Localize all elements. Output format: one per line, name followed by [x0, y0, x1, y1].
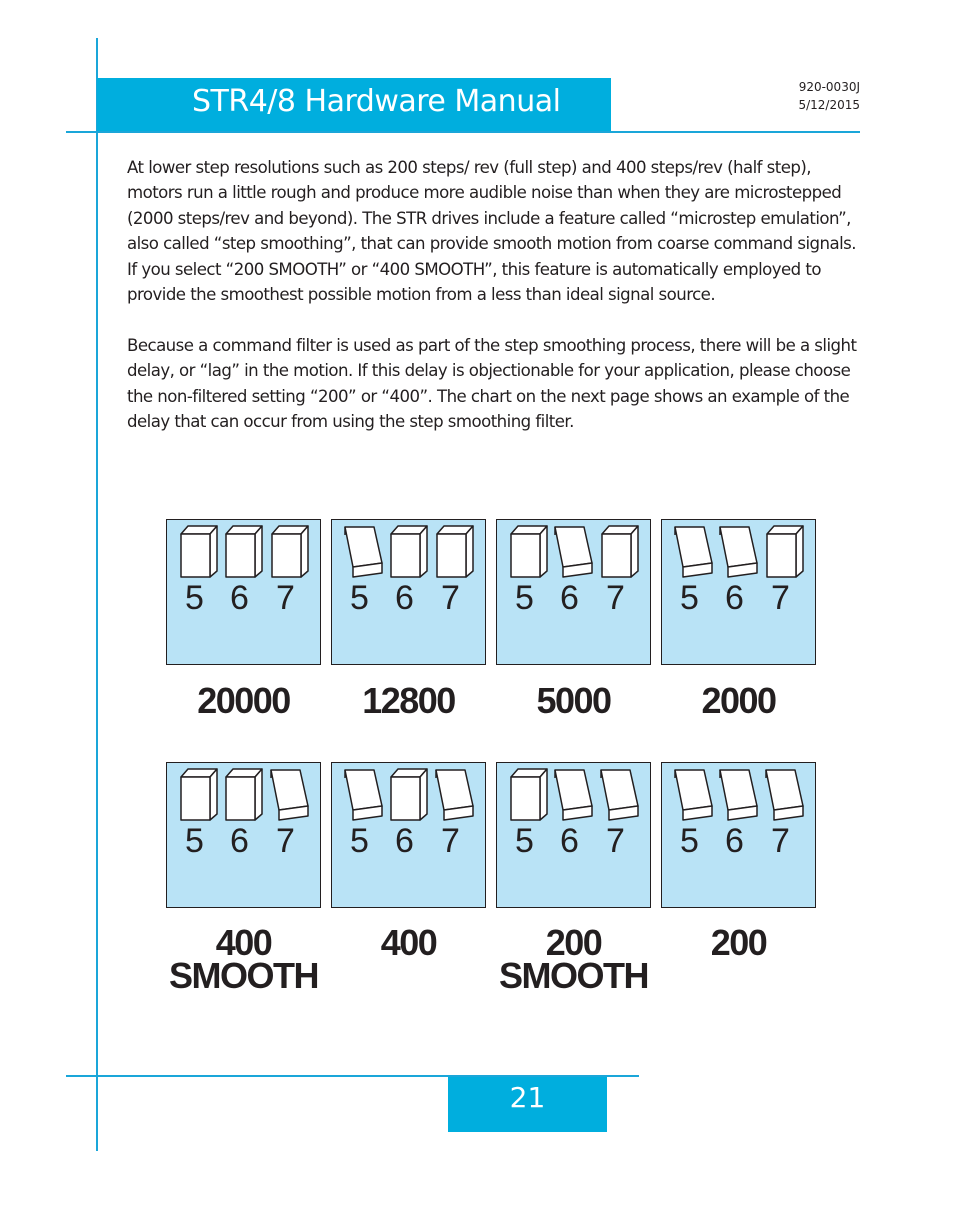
resolution-label: 20000 [197, 680, 290, 721]
dip-switch-panel [661, 519, 816, 665]
switch-number: 5 [680, 822, 699, 860]
switch-number: 5 [515, 579, 534, 617]
resolution-label: 200 [710, 922, 767, 963]
switch-number: 6 [395, 579, 414, 617]
switch-number: 7 [606, 579, 625, 617]
dip-switch-up [270, 525, 310, 577]
resolution-label: 2000 [701, 680, 776, 721]
switch-number: 5 [350, 822, 369, 860]
dip-switch-up [509, 525, 549, 577]
switch-number: 6 [725, 579, 744, 617]
dip-switch-down [600, 768, 640, 820]
dip-switch-down [719, 768, 759, 820]
dip-switch-down [719, 525, 759, 577]
body-paragraph-2 [127, 333, 857, 435]
document-date: 5/12/2015 [798, 98, 860, 112]
switch-number: 6 [725, 822, 744, 860]
dip-switch-up [179, 768, 219, 820]
dip-switch-down [554, 525, 594, 577]
page-number-box [448, 1077, 607, 1132]
switch-number: 7 [441, 579, 460, 617]
switch-number: 7 [276, 822, 295, 860]
dip-switch-down [674, 525, 714, 577]
dip-switch-down [344, 525, 384, 577]
dip-switch-up [224, 768, 264, 820]
dip-switch-panel [331, 762, 486, 908]
dip-switch-up [435, 525, 475, 577]
switch-number: 6 [560, 579, 579, 617]
switch-number: 5 [185, 579, 204, 617]
switch-number: 7 [441, 822, 460, 860]
switch-number: 7 [771, 822, 790, 860]
dip-switch-panel [166, 519, 321, 665]
switch-number: 7 [606, 822, 625, 860]
left-margin-rule [96, 38, 98, 1151]
dip-switch-up [389, 525, 429, 577]
dip-switch-down [270, 768, 310, 820]
header-title-bar [97, 78, 611, 131]
header-rule [66, 131, 860, 133]
dip-switch-panel [661, 762, 816, 908]
resolution-label: 200 SMOOTH [499, 922, 648, 996]
dip-switch-panel [166, 762, 321, 908]
switch-number: 6 [560, 822, 579, 860]
switch-number: 7 [771, 579, 790, 617]
dip-switch-panel [331, 519, 486, 665]
dip-switch-panel [496, 762, 651, 908]
dip-switch-up [179, 525, 219, 577]
resolution-label: 5000 [536, 680, 611, 721]
resolution-label: 12800 [362, 680, 455, 721]
document-number: 920-0030J [798, 80, 860, 94]
dip-switch-panel [496, 519, 651, 665]
dip-switch-down [554, 768, 594, 820]
paragraph-text: At lower step resolutions such as 200 steps/ rev (full step) and 400 steps/rev (half step), motors run a little rough and produce more audible noise than when they are microstepped (2000 steps/rev and beyond). The STR drives include a feature called “microstep emulation”, also called “step smoothing”, that can provide smooth motion from coarse command signals. If you select “200 SMOOTH” or “400 SMOOTH”, this feature is automatically employed to provide the smoothest possible motion from a less than ideal signal source. [127, 158, 856, 305]
switch-number: 5 [515, 822, 534, 860]
resolution-label: 400 SMOOTH [169, 922, 318, 996]
switch-number: 7 [276, 579, 295, 617]
switch-number: 5 [185, 822, 204, 860]
resolution-label: 400 [380, 922, 437, 963]
dip-switch-up [389, 768, 429, 820]
dip-switch-down [674, 768, 714, 820]
switch-number: 6 [395, 822, 414, 860]
switch-number: 5 [350, 579, 369, 617]
dip-switch-down [344, 768, 384, 820]
body-paragraph-1 [127, 155, 857, 307]
dip-switch-down [765, 768, 805, 820]
dip-switch-up [600, 525, 640, 577]
page-number: 21 [509, 1081, 546, 1114]
switch-number: 5 [680, 579, 699, 617]
dip-switch-up [509, 768, 549, 820]
dip-switch-up [224, 525, 264, 577]
dip-switch-up [765, 525, 805, 577]
switch-number: 6 [230, 822, 249, 860]
switch-number: 6 [230, 579, 249, 617]
paragraph-text: Because a command filter is used as part of the step smoothing process, there will be a slight delay, or “lag” in the motion. If this delay is objectionable for your application, please choose the non-filtered setting “200” or “400”. The chart on the next page shows an example of the delay that can occur from using the step smoothing filter. [127, 336, 857, 432]
document-title: STR4/8 Hardware Manual [192, 84, 561, 119]
document-info [798, 78, 860, 114]
dip-switch-down [435, 768, 475, 820]
